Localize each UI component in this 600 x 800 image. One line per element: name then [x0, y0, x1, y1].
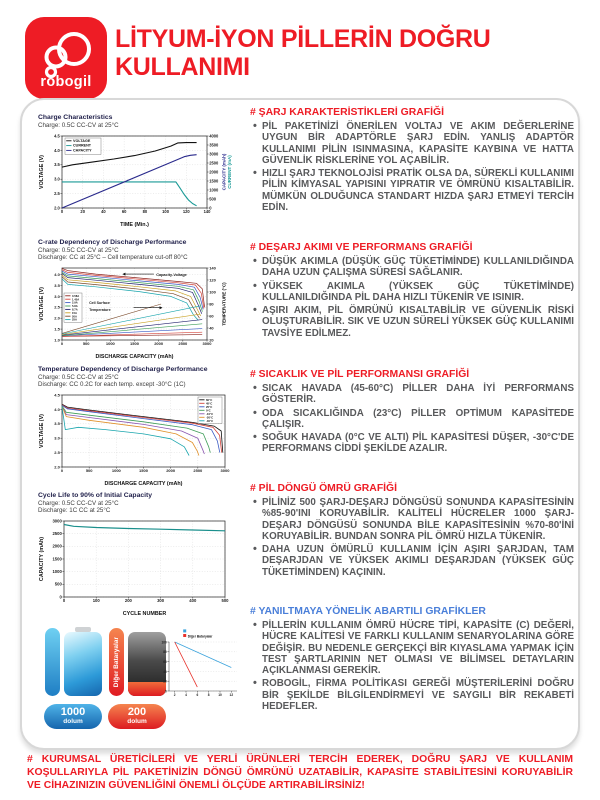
- svg-text:1500: 1500: [209, 178, 219, 184]
- svg-text:20: 20: [163, 679, 167, 684]
- svg-text:1.5: 1.5: [54, 326, 60, 332]
- svg-text:45°C: 45°C: [206, 401, 213, 406]
- svg-text:0: 0: [165, 689, 167, 694]
- svg-text:CAPACITY (mAh): CAPACITY (mAh): [221, 153, 227, 191]
- bullet-item: • PİLLERİN KULLANIM ÖMRÜ HÜCRE TİPİ, KAPASİTE (C) DEĞERİ, HÜCRE KALİTESİ VE FARKLI KULLANIM SENARYOLARINA GÖRE DEĞİŞİR. BU NEDENLE GERÇEKÇİ BİR KIYASLAMA YAPMAK İÇİN TEST ŞARTLARININ NET OLMASI VE BİLİMSEL DETAYLARIN AÇIKLANMASI GEREKİR.: [262, 620, 574, 676]
- section-5: [250, 606, 574, 714]
- svg-text:1000: 1000: [209, 187, 219, 193]
- svg-text:4.0: 4.0: [54, 147, 60, 153]
- svg-text:0: 0: [60, 341, 64, 346]
- bullet-item: • PİL PAKETİNİZİ ÖNERİLEN VOLTAJ VE AKIM DEĞERLERİNE UYGUN BİR ADAPTÖRLE ŞARJ EDİN. YANLIŞ ADAPTÖR KULLANIMI PİLİN ISINMASINA, KAPASİTE KAYBINA VE HATTA GÜVENLİK RİSKLERİNE YOL AÇABİLİR.: [262, 121, 574, 166]
- page-title: [115, 26, 491, 81]
- svg-text:2500: 2500: [52, 531, 62, 537]
- page-title-line2: KULLANIMI: [115, 52, 250, 81]
- svg-text:60: 60: [209, 313, 214, 319]
- chart-block-charge-characteristics: [38, 114, 238, 227]
- svg-text:2.0: 2.0: [54, 315, 60, 321]
- svg-text:25A: 25A: [72, 318, 77, 322]
- section-bullets: [250, 497, 574, 578]
- svg-text:VOLTAGE (V): VOLTAGE (V): [39, 155, 45, 189]
- svg-text:3.5: 3.5: [54, 162, 60, 168]
- svg-text:0: 0: [59, 594, 62, 600]
- svg-text:60°C: 60°C: [206, 397, 213, 402]
- red-capsule-bar: [109, 628, 124, 696]
- svg-text:-30°C: -30°C: [206, 418, 214, 423]
- bullet-item: • SOĞUK HAVADA (0°C VE ALTI) PİL KAPASİTESİ DÜŞER, -30°C'DE PERFORMANS CİDDİ ŞEKİLDE AZALIR.: [262, 432, 574, 455]
- svg-text:20: 20: [209, 337, 214, 343]
- chart-subtitle: Discharge: CC at 25°C – Cell temperature cut-off 80°C: [38, 254, 188, 261]
- svg-text:3.5: 3.5: [54, 282, 60, 288]
- svg-text:1000: 1000: [52, 569, 62, 575]
- chart-title: Cycle Life to 90% of Initial Capacity: [38, 492, 153, 499]
- svg-text:15A: 15A: [72, 311, 77, 315]
- section-2: [250, 242, 574, 341]
- svg-text:500: 500: [54, 581, 62, 587]
- chart-subtitle: Discharge: CC 0.2C for each temp. except -30°C (1C): [38, 381, 186, 388]
- battery-good-group: [44, 624, 102, 729]
- svg-text:2.0: 2.0: [54, 464, 60, 470]
- svg-text:CURRENT (mA): CURRENT (mA): [227, 155, 232, 189]
- svg-text:2.5: 2.5: [54, 191, 60, 196]
- svg-text:VOLTAGE (V): VOLTAGE (V): [39, 287, 45, 321]
- svg-text:20: 20: [80, 209, 85, 214]
- svg-text:80: 80: [163, 650, 167, 655]
- good-cycles-badge: [44, 704, 102, 729]
- robogil-logo: [25, 17, 107, 99]
- svg-text:2.9A: 2.9A: [72, 301, 78, 305]
- svg-text:1000: 1000: [105, 341, 115, 346]
- svg-text:80: 80: [209, 301, 214, 307]
- svg-text:0: 0: [60, 468, 64, 473]
- svg-text:1.0: 1.0: [54, 337, 60, 343]
- svg-text:0.58A: 0.58A: [72, 294, 80, 298]
- battery-comparison: [38, 624, 244, 742]
- svg-text:3500: 3500: [209, 142, 219, 148]
- svg-text:2.5: 2.5: [54, 304, 60, 310]
- svg-text:500: 500: [209, 196, 217, 202]
- section-1: [250, 107, 574, 215]
- svg-text:500: 500: [221, 598, 229, 603]
- content-card: [20, 98, 580, 750]
- svg-text:1500: 1500: [52, 556, 62, 562]
- cycle-life-chart: [38, 516, 234, 616]
- svg-text:25°C: 25°C: [206, 404, 213, 409]
- svg-text:DISCHARGE CAPACITY (mAh): DISCHARGE CAPACITY (mAh): [104, 480, 183, 486]
- svg-text:1.45A: 1.45A: [72, 298, 80, 302]
- chart-subtitle: Charge: 0.5C CC-CV at 25°C: [38, 247, 119, 254]
- svg-text:Temperature: Temperature: [89, 308, 111, 313]
- svg-text:3.0: 3.0: [54, 293, 60, 299]
- svg-text:100: 100: [161, 640, 167, 645]
- svg-text:1000: 1000: [111, 468, 121, 473]
- page-title-line1: LİTYUM-İYON PİLLERİN DOĞRU: [115, 25, 491, 53]
- svg-text:CYCLE NUMBER: CYCLE NUMBER: [122, 610, 167, 616]
- svg-text:Cell Surface: Cell Surface: [89, 300, 110, 305]
- chart-subtitle: Charge: 0.5C CC-CV at 25°C: [38, 500, 119, 507]
- chart-subtitle: Discharge: 1C CC at 25°C: [38, 507, 111, 514]
- svg-text:0: 0: [60, 209, 64, 214]
- blue-capsule-bar: [45, 628, 60, 696]
- svg-text:4000: 4000: [209, 133, 219, 139]
- svg-text:2000: 2000: [52, 543, 62, 549]
- svg-text:CAPACITY: CAPACITY: [73, 148, 92, 153]
- bad-cycles-badge: [108, 704, 166, 729]
- svg-text:3.0: 3.0: [54, 435, 60, 441]
- svg-text:3000: 3000: [220, 468, 230, 473]
- svg-text:VOLTAGE: VOLTAGE: [73, 138, 91, 143]
- section-bullets: [250, 256, 574, 339]
- good-cycles-value: 1000: [60, 706, 86, 719]
- bullet-item: • ROBOGİL, FİRMA POLİTİKASI GEREĞİ MÜŞTERİLERİNİ DOĞRU BİR ŞEKİLDE BİLGİLENDİRMEYİ VE SAYGILI BİR REKABETİ HEDEFLER.: [262, 678, 574, 712]
- bullet-item: • YÜKSEK AKIMLA (YÜKSEK GÜÇ TÜKETİMİNDE) KULLANILDIĞINDA PİL DAHA HIZLI TÜKENİR VE ISINIR.: [262, 281, 574, 304]
- svg-text:1500: 1500: [130, 341, 139, 346]
- svg-text:2.0: 2.0: [54, 205, 60, 211]
- section-4: [250, 483, 574, 580]
- svg-text:-20°C: -20°C: [206, 415, 214, 420]
- svg-text:2: 2: [173, 693, 176, 697]
- svg-text:4.0: 4.0: [54, 406, 60, 412]
- svg-text:2500: 2500: [178, 341, 188, 346]
- bullet-item: • AŞIRI AKIM, PİL ÖMRÜNÜ KISALTABİLİR VE GÜVENLİK RİSKİ OLUŞTURABİLİR. SIK VE UZUN SÜRELİ YÜKSEK GÜÇ KULLANIMI TAVSİYE EDİLMEZ.: [262, 305, 574, 339]
- svg-text:3.5: 3.5: [54, 421, 60, 427]
- svg-text:2000: 2000: [209, 169, 219, 175]
- good-cycles-unit: dolum: [63, 718, 83, 726]
- svg-text:2500: 2500: [193, 468, 203, 473]
- chart-block-temperature-discharge: [38, 366, 238, 486]
- other-batteries-label: Diğer Bataryalar: [112, 636, 120, 688]
- svg-text:4.5: 4.5: [54, 133, 60, 139]
- svg-text:100: 100: [162, 209, 169, 214]
- chart-subtitle: Charge: 0.5C CC-CV at 25°C: [38, 122, 119, 129]
- svg-text:2000: 2000: [166, 468, 176, 473]
- svg-text:500: 500: [82, 341, 90, 346]
- bad-cycles-unit: dolum: [127, 718, 147, 726]
- svg-text:3000: 3000: [202, 341, 212, 346]
- chart-block-cycle-life: [38, 492, 238, 616]
- chart-title: Temperature Dependency of Discharge Performance: [38, 366, 208, 373]
- svg-text:3000: 3000: [52, 518, 62, 524]
- chart-subtitle: Charge: 0.5C CC-CV at 25°C: [38, 374, 119, 381]
- svg-text:140: 140: [203, 209, 211, 214]
- svg-text:300: 300: [157, 598, 165, 603]
- crate-discharge-chart: [38, 263, 234, 359]
- svg-text:40: 40: [209, 325, 214, 331]
- svg-text:140: 140: [209, 265, 216, 271]
- chart-block-crate-discharge: [38, 239, 238, 359]
- svg-text:-10°C: -10°C: [206, 411, 214, 416]
- chart-title: Charge Characteristics: [38, 114, 113, 121]
- section-heading: # ŞARJ KARAKTERİSTİKLERİ GRAFİĞİ: [250, 107, 444, 118]
- svg-text:100: 100: [92, 598, 100, 603]
- svg-text:120: 120: [209, 277, 216, 283]
- svg-text:VOLTAGE (V): VOLTAGE (V): [39, 414, 45, 448]
- svg-text:3000: 3000: [209, 151, 219, 157]
- svg-text:DISCHARGE CAPACITY (mAh): DISCHARGE CAPACITY (mAh): [95, 353, 174, 359]
- svg-text:5.8A: 5.8A: [72, 305, 78, 309]
- svg-text:4.5: 4.5: [54, 392, 60, 398]
- svg-text:2500: 2500: [209, 160, 219, 166]
- svg-text:TEMPERATURE (°C): TEMPERATURE (°C): [221, 282, 227, 326]
- svg-text:400: 400: [189, 598, 197, 603]
- svg-text:1500: 1500: [139, 468, 148, 473]
- svg-text:2.5: 2.5: [54, 450, 60, 455]
- section-bullets: [250, 620, 574, 712]
- svg-text:TIME (Min.): TIME (Min.): [120, 221, 149, 227]
- section-heading: # SICAKLIK VE PİL PERFORMANSI GRAFİĞİ: [250, 369, 470, 380]
- svg-text:CURRENT: CURRENT: [73, 143, 92, 148]
- svg-text:80: 80: [142, 209, 148, 214]
- svg-text:120: 120: [182, 209, 190, 214]
- svg-text:Diğer Bataryalar: Diğer Bataryalar: [187, 634, 213, 639]
- svg-text:CAPACITY (mAh): CAPACITY (mAh): [39, 536, 45, 582]
- svg-text:40: 40: [163, 669, 167, 674]
- bullet-item: • HIZLI ŞARJ TEKNOLOJİSİ PRATİK OLSA DA, SÜREKLİ KULLANIMI PİLİN KİMYASAL YAPISINI YIPRATIR VE ÖMRÜNÜ KISALTABİLİR. MÜMKÜN OLDUĞUNCA STANDART HIZDA ŞARJ ETMEYİ TERCİH EDİN.: [262, 168, 574, 213]
- bullet-item: • DÜŞÜK AKIMLA (DÜŞÜK GÜÇ TÜKETİMİNDE) KULLANILDIĞINDA DAHA UZUN ÇALIŞMA SÜRESİ SAĞLANIR.: [262, 256, 574, 279]
- section-bullets: [250, 383, 574, 455]
- svg-text:500: 500: [85, 468, 93, 473]
- svg-text:0°C: 0°C: [206, 408, 211, 413]
- bad-cycles-value: 200: [127, 706, 147, 719]
- bullet-item: • PİLİNİZ 500 ŞARJ-DEŞARJ DÖNGÜSÜ SONUNDA KAPASİTESİNİN %85-90'INI KORUYABİLİR. KALİTELİ HÜCRELER 1000 ŞARJ-DEŞARJ DÖNGÜSÜ SONUNDA BİLE KAPASİTESİNİN %70-80'İNİ KORUYABİLİR. BUNDAN SONRA PİL ÖMRÜ HIZLA TÜKENİR.: [262, 497, 574, 542]
- comparison-mini-chart: [158, 628, 242, 702]
- svg-text:60: 60: [121, 209, 127, 214]
- chart-title: C-rate Dependency of Discharge Performance: [38, 239, 187, 246]
- svg-text:4.0: 4.0: [54, 271, 60, 277]
- logo-text: robogil: [40, 74, 92, 90]
- svg-text:20A: 20A: [72, 315, 77, 319]
- bullet-item: • DAHA UZUN ÖMÜRLÜ KULLANIM İÇİN AŞIRI ŞARJDAN, TAM DEŞARJDAN VE YÜKSEK AKIMLI DEŞARJDAN (YÜKSEK GÜÇ TÜKETİMİNDEN) KAÇININ.: [262, 544, 574, 578]
- section-heading: # YANILTMAYA YÖNELİK ABARTILI GRAFİKLER: [250, 606, 486, 617]
- temperature-discharge-chart: [38, 390, 234, 486]
- svg-text:40: 40: [101, 209, 106, 214]
- svg-text:60: 60: [163, 660, 167, 664]
- svg-text:10: 10: [218, 693, 222, 697]
- svg-text:6: 6: [196, 693, 199, 697]
- robogil-circles-icon: [25, 25, 107, 83]
- section-3: [250, 369, 574, 457]
- svg-text:200: 200: [124, 598, 132, 603]
- svg-text:8.7A: 8.7A: [72, 308, 78, 312]
- section-heading: # PİL DÖNGÜ ÖMRÜ GRAFİĞİ: [250, 483, 398, 494]
- charge-characteristics-chart: [38, 131, 234, 227]
- svg-text:8: 8: [207, 693, 210, 697]
- bullet-item: • SICAK HAVADA (45-60°C) PİLLER DAHA İYİ PERFORMANS GÖSTERİR.: [262, 383, 574, 406]
- footer-note: # KURUMSAL ÜRETİCİLERİ VE YERLİ ÜRÜNLERİ TERCİH EDEREK, DOĞRU ŞARJ VE KULLANIM KOŞULLARIYLA PİL PAKETİNİZİN DÖNGÜ ÖMRÜNÜ UZATABİLİR, KAPASİTE STABİLİTESİNİ KORUYABİLİR VE CİHAZINIZIN GÜVENLİĞİNİ ÖNEMLİ ÖLÇÜDE ARTIRABİLİRSİNİZ!: [27, 754, 573, 792]
- svg-text:4: 4: [185, 693, 187, 697]
- section-heading: # DEŞARJ AKIMI VE PERFORMANS GRAFİĞİ: [250, 242, 473, 253]
- svg-text:100: 100: [209, 289, 216, 295]
- bullet-item: • ODA SICAKLIĞINDA (23°C) PİLLER OPTİMUM KAPASİTEDE ÇALIŞIR.: [262, 408, 574, 431]
- full-battery-icon: [64, 632, 102, 696]
- svg-text:3.0: 3.0: [54, 176, 60, 182]
- svg-text:Capacity-Voltage: Capacity-Voltage: [156, 273, 187, 278]
- section-bullets: [250, 121, 574, 213]
- svg-text:0: 0: [62, 598, 66, 603]
- svg-text:2000: 2000: [154, 341, 164, 346]
- svg-text:0: 0: [209, 205, 212, 211]
- svg-text:12: 12: [229, 693, 234, 697]
